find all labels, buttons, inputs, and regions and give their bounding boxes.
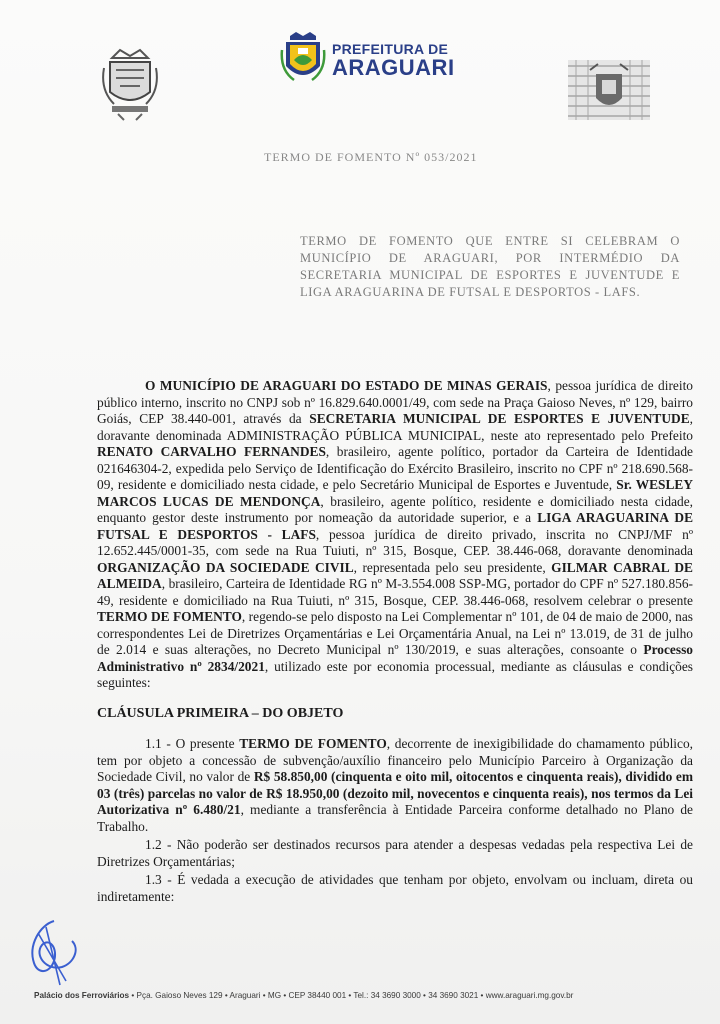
secretary-name: Sr. WESLEY MARCOS LUCAS DE MENDONÇA	[97, 477, 693, 509]
text-run: , decorrente de inexigibilidade do chamamento público, tem por objeto a concessão de subvenção/auxílio financeiro pelo Município Parceiro à Organização da Sociedade Civil, no valor de	[97, 736, 693, 784]
party-secretaria: SECRETARIA MUNICIPAL DE ESPORTES E JUVENTUDE	[309, 411, 690, 426]
text-run: , doravante denominada ADMINISTRAÇÃO PÚBLICA MUNICIPAL, neste ato representado pelo Prefeito	[97, 411, 693, 443]
document-title: TERMO DE FOMENTO Nº 053/2021	[264, 150, 478, 164]
footer-address: • Pça. Gaioso Neves 129 • Araguari • MG • CEP 38440 001 • Tel.: 34 3690 3000 • 34 3690 3021 • www.araguari.mg.gov.br	[129, 991, 574, 1000]
instrument-name: TERMO DE FOMENTO	[239, 736, 387, 751]
item-1-3: 1.3 - É vedada a execução de atividades que tenham por objeto, envolvam ou incluam, direta ou indiretamente:	[97, 872, 693, 904]
osc-designation: ORGANIZAÇÃO DA SOCIEDADE CIVIL	[97, 559, 354, 575]
page-footer	[34, 991, 714, 1000]
text-run: , pessoa jurídica de direito privado, inscrita no CNPJ/MF nº 12.652.445/0001-35, com sede na Rua Tuiuti, nº 315, Bosque, CEP. 38.446-068, doravante denominada	[97, 526, 694, 558]
document-body	[97, 378, 693, 905]
party-municipio: O MUNICÍPIO DE ARAGUARI DO ESTADO DE MINAS GERAIS	[145, 378, 548, 393]
grant-amount: R$ 58.850,00 (cinquenta e oito mil, oitocentos e cinquenta reais), dividido em 03 (três) parcelas no valor de R$ 18.950,00 (dezoito mil, novecentos e cinquenta reais), nos termos da Lei Autorizativa nº 6.480/21	[97, 769, 693, 817]
mayor-name: RENATO CARVALHO FERNANDES	[97, 444, 326, 459]
clause-1-heading: CLÁUSULA PRIMEIRA – DO OBJETO	[97, 705, 344, 721]
preamble-paragraph	[97, 378, 693, 692]
item-1-2: 1.2 - Não poderão ser destinados recursos para atender a despesas vedadas pela respectiva Lei de Diretrizes Orçamentárias;	[97, 837, 693, 869]
text-run: , representada pelo seu presidente,	[353, 559, 552, 575]
text-run: , brasileiro, Carteira de Identidade RG nº M-3.554.008 SSP-MG, portador do CPF nº 527.180.856-49, residente e domiciliado na Rua Tuiuti, nº 315, Bosque, CEP. 38.446-068, resolvem celebrar o presente	[97, 576, 693, 608]
secretariat-emblem-right	[566, 56, 652, 126]
text-run: , brasileiro, agente político, residente e domiciliado nesta cidade, enquanto gestor deste instrumento por nomeação da autoridade superior, e a	[97, 493, 693, 525]
logo-line-2: ARAGUARI	[332, 55, 455, 80]
text-run: , mediante a transferência à Entidade Parceira conforme detalhado no Plano de Trabalho.	[97, 802, 693, 834]
logo-text	[332, 42, 455, 79]
prefeitura-logo	[280, 30, 460, 90]
process-number: Processo Administrativo nº 2834/2021	[97, 642, 693, 674]
text-run: , regendo-se pelo disposto na Lei Complementar nº 101, de 04 de maio de 2000, nas correspondentes Lei de Diretrizes Orçamentárias e Lei Orçamentária Anual, na Lei nº 13.019, de 31 de julho de 2.014 e suas alterações, no Decreto Municipal nº 130/2019, e suas alterações, consoante o	[97, 609, 694, 657]
municipal-coat-of-arms-left	[98, 44, 162, 124]
instrument-name: TERMO DE FOMENTO	[97, 609, 242, 624]
president-name: GILMAR CABRAL DE ALMEIDA	[97, 559, 693, 591]
araguari-shield-icon	[280, 30, 326, 88]
logo-line-1: PREFEITURA DE	[332, 41, 449, 57]
text-run: 1.1 - O presente	[145, 736, 240, 751]
document-summary: TERMO DE FOMENTO QUE ENTRE SI CELEBRAM O MUNICÍPIO DE ARAGUARI, POR INTERMÉDIO DA SECRETARIA MUNICIPAL DE ESPORTES E JUVENTUDE E LIGA ARAGUARINA DE FUTSAL E DESPORTOS - LAFS.	[300, 234, 680, 299]
text-run: , pessoa jurídica de direito público interno, inscrito no CNPJ sob nº 16.829.640.0001/49, com sede na Praça Gaioso Neves, nº 129, bairro Goiás, CEP 38.440-001, através da	[97, 378, 693, 426]
handwritten-signature	[20, 915, 90, 993]
text-run: , utilizado este por economia processual, mediante as cláusulas e condições seguintes:	[97, 658, 693, 690]
item-1-1	[97, 736, 693, 835]
text-run: , brasileiro, agente político, portador da Carteira de Identidade 021646304-2, expedida pelo Serviço de Identificação do Exército Brasileiro, inscrito no CPF nº 218.690.568-09, residente e domiciliado nesta cidade, e pelo Secretário Municipal de Esportes e Juventude,	[97, 444, 693, 492]
footer-place: Palácio dos Ferroviários	[34, 991, 130, 1000]
party-liga: LIGA ARAGUARINA DE FUTSAL E DESPORTOS - LAFS	[97, 510, 693, 542]
letterhead	[0, 0, 720, 130]
